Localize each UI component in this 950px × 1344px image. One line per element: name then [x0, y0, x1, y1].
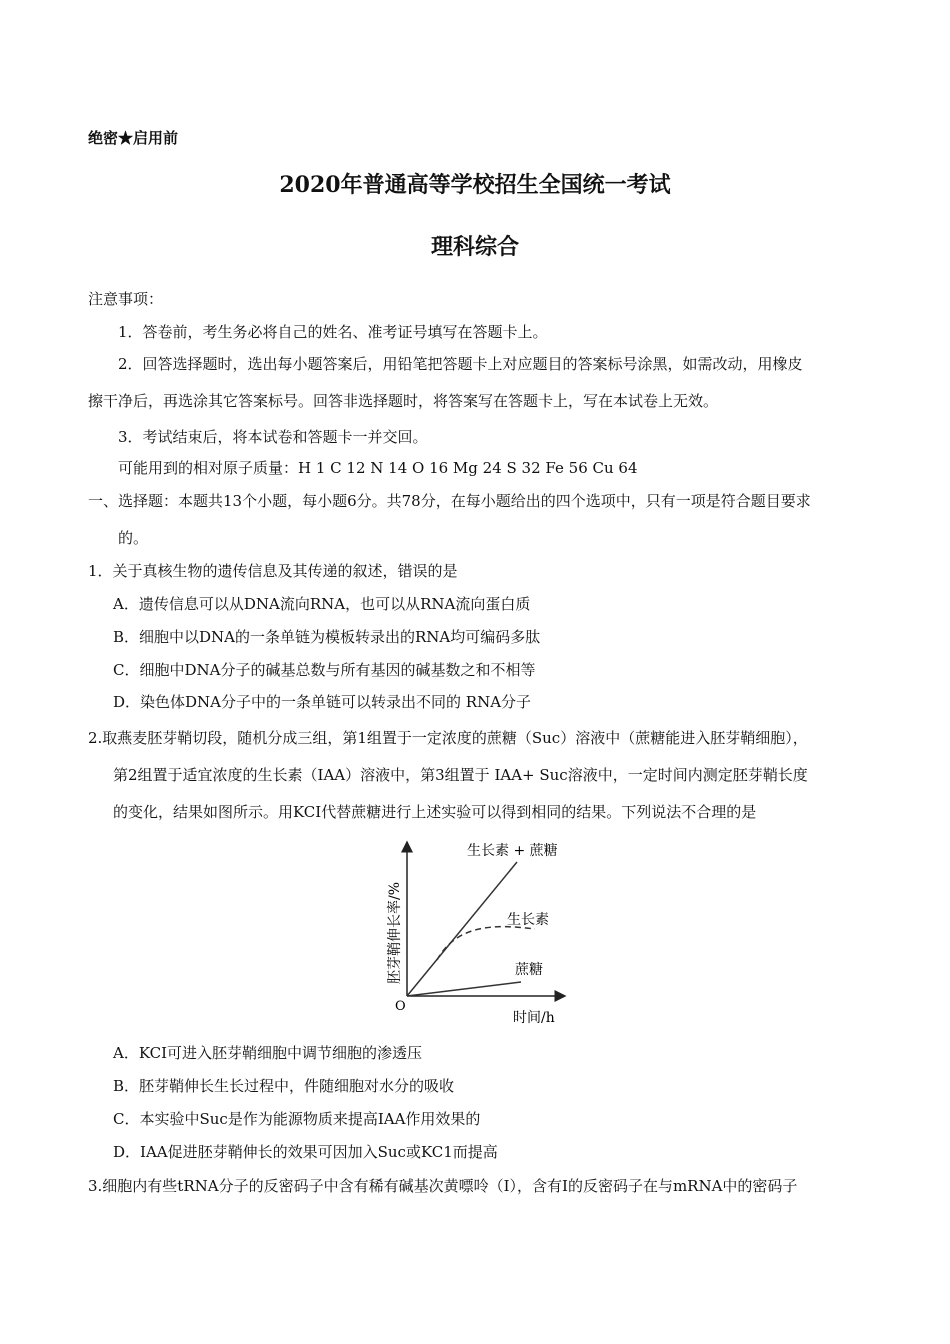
- series-line-iaa-plus-sucrose: [407, 862, 517, 996]
- atomic-masses: 可能用到的相对原子质量：H 1 C 12 N 14 O 16 Mg 24 S 32 Fe 56 Cu 64: [118, 459, 638, 477]
- q2-stem-line3: 的变化，结果如图所示。用KCI代替蔗糖进行上述实验可以得到相同的结果。下列说法不合理的是: [113, 803, 757, 821]
- q3-stem: 3.细胞内有些tRNA分子的反密码子中含有稀有碱基次黄嘌呤（I），含有I的反密码子在与mRNA中的密码子: [88, 1177, 798, 1195]
- series-label-iaa: 生长素: [507, 912, 549, 928]
- series-label-sucrose: 蔗糖: [515, 962, 543, 978]
- section-heading-cont: 的。: [118, 529, 149, 547]
- q2-option-a: A．KCI可进入胚芽鞘细胞中调节细胞的渗透压: [113, 1044, 423, 1062]
- q2-option-b: B．胚芽鞘伸长生长过程中，件随细胞对水分的吸收: [113, 1077, 455, 1095]
- growth-chart: [375, 834, 595, 1034]
- q1-option-b: B．细胞中以DNA的一条单链为模板转录出的RNA均可编码多肽: [113, 628, 541, 646]
- exam-title: 2020年普通高等学校招生全国统一考试: [279, 172, 671, 198]
- note-item-3: 3．考试结束后，将本试卷和答题卡一并交回。: [118, 428, 428, 446]
- q2-option-d: D．IAA促进胚芽鞘伸长的效果可因加入Suc或KC1而提高: [113, 1143, 498, 1161]
- series-line-sucrose: [407, 982, 521, 996]
- q2-stem-line2: 第2组置于适宜浓度的生长素（IAA）溶液中，第3组置于 IAA+ Suc溶液中，一定时间内测定胚芽鞘长度: [113, 766, 808, 784]
- series-line-iaa: [437, 927, 535, 960]
- x-axis-label: 时间/h: [513, 1010, 555, 1026]
- q1-option-c: C．细胞中DNA分子的碱基总数与所有基因的碱基数之和不相等: [113, 661, 536, 679]
- y-axis-label: 胚芽鞘伸长率/%: [387, 881, 403, 984]
- q2-stem-line1: 2.取燕麦胚芽鞘切段，随机分成三组，第1组置于一定浓度的蔗糖（Suc）溶液中（蔗糖能进入胚芽鞘细胞），: [88, 729, 808, 747]
- exam-subtitle: 理科综合: [430, 234, 519, 260]
- note-item-2: 2．回答选择题时，选出每小题答案后，用铅笔把答题卡上对应题目的答案标号涂黑，如需改动，用橡皮: [118, 355, 803, 373]
- notes-heading: 注意事项：: [88, 290, 164, 308]
- section-heading: 一、选择题：本题共13个小题，每小题6分。共78分，在每小题给出的四个选项中，只有一项是符合题目要求: [88, 492, 811, 510]
- origin-label: O: [395, 999, 406, 1014]
- series-label-iaa-plus-sucrose: 生长素 + 蔗糖: [467, 843, 558, 859]
- note-item-1: 1．答卷前，考生务必将自己的姓名、准考证号填写在答题卡上。: [118, 323, 548, 341]
- q1-option-a: A．遗传信息可以从DNA流向RNA，也可以从RNA流向蛋白质: [113, 595, 531, 613]
- confidential-mark: 绝密★启用前: [88, 129, 179, 147]
- q1-stem: 1．关于真核生物的遗传信息及其传递的叙述，错误的是: [88, 562, 458, 580]
- q1-option-d: D．染色体DNA分子中的一条单链可以转录出不同的 RNA分子: [113, 693, 532, 711]
- q2-option-c: C．本实验中Suc是作为能源物质来提高IAA作用效果的: [113, 1110, 481, 1128]
- note-item-2-cont: 擦干净后，再选涂其它答案标号。回答非选择题时，将答案写在答题卡上，写在本试卷上无效。: [88, 392, 719, 410]
